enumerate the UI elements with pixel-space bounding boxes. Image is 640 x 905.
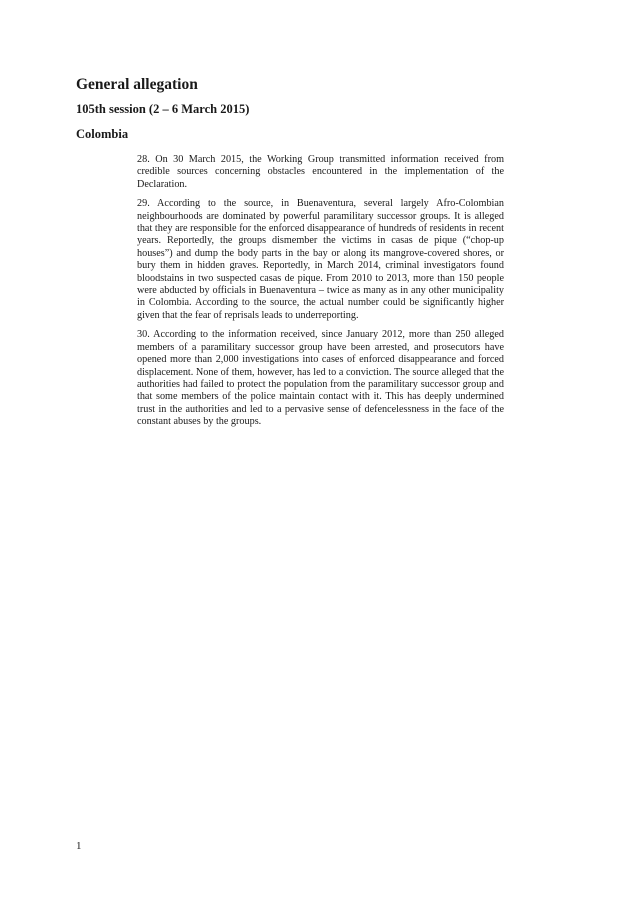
body-text — [137, 154, 504, 436]
country-heading: Colombia — [76, 127, 129, 141]
paragraph-30: 30. According to the information received, since January 2012, more than 250 alleged members of a paramilitary successor group have been arrested, and prosecutors have opened more than 2,000 investigations into cases of enforced disappearance and forced displacement. None of them, however, has led to a conviction. The source alleged that the authorities had failed to protect the population from the paramilitary successor group and that some members of the police maintain contact with it. This has deeply undermined trust in the authorities and led to a pervasive sense of defencelessness in the face of the constant abuses by the groups. — [137, 329, 504, 428]
section-title: General allegation — [76, 76, 198, 93]
paragraph-28: 28. On 30 March 2015, the Working Group transmitted information received from credible sources concerning obstacles encountered in the implementation of the Declaration. — [137, 154, 504, 190]
page-number: 1 — [76, 840, 82, 852]
paragraph-29: 29. According to the source, in Buenaventura, several largely Afro-Colombian neighbourhoods are dominated by powerful paramilitary successor groups. It is alleged that they are responsible for the enforced disappearance of hundreds of residents in recent years. Reportedly, the groups dismember the victims in casas de pique (“chop-up houses”) and dump the body parts in the bay or along its mangrove-covered shores, or bury them in hidden graves. Reportedly, in March 2014, criminal investigators found bloodstains in two suspected casas de pique. From 2010 to 2013, more than 150 people were abducted by officials in Buenaventura – twice as many as in any other municipality in Colombia. According to the source, the actual number could be significantly higher given that the fear of reprisals leads to underreporting. — [137, 198, 504, 321]
session-heading: 105th session (2 – 6 March 2015) — [76, 102, 250, 116]
